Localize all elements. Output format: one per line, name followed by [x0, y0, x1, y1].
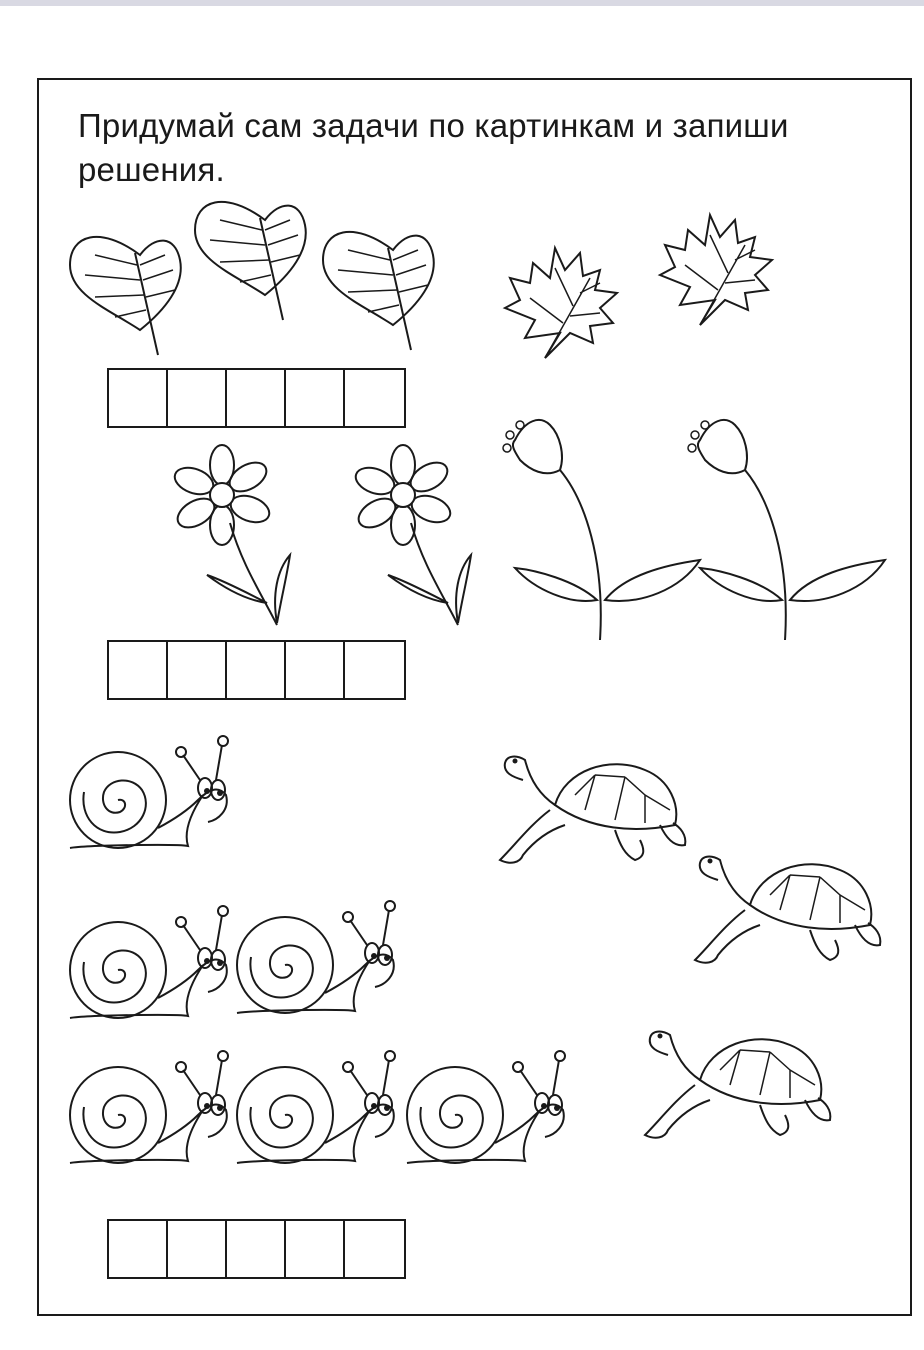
turtle — [695, 857, 880, 963]
snail — [70, 1051, 228, 1163]
birch-leaves — [70, 202, 434, 355]
bellflowers — [503, 420, 885, 640]
birch-leaf — [70, 237, 181, 355]
bellflower — [503, 420, 700, 640]
worksheet-instruction: Придумай сам задачи по картинкам и запиши решения. — [78, 107, 789, 188]
maple-leaf — [660, 215, 772, 325]
snail — [407, 1051, 565, 1163]
bellflower — [688, 420, 885, 640]
snail — [237, 901, 395, 1013]
daisies — [171, 445, 471, 625]
turtle — [645, 1032, 830, 1138]
birch-leaf — [195, 202, 306, 320]
snail — [70, 906, 228, 1018]
snails — [70, 736, 565, 1163]
daisy-flower — [171, 445, 290, 625]
snail — [237, 1051, 395, 1163]
birch-leaf — [323, 232, 434, 350]
daisy-flower — [352, 445, 471, 625]
maple-leaves — [505, 215, 772, 358]
turtles — [500, 757, 880, 1138]
snail — [70, 736, 228, 848]
maple-leaf — [505, 248, 617, 358]
turtle — [500, 757, 685, 863]
